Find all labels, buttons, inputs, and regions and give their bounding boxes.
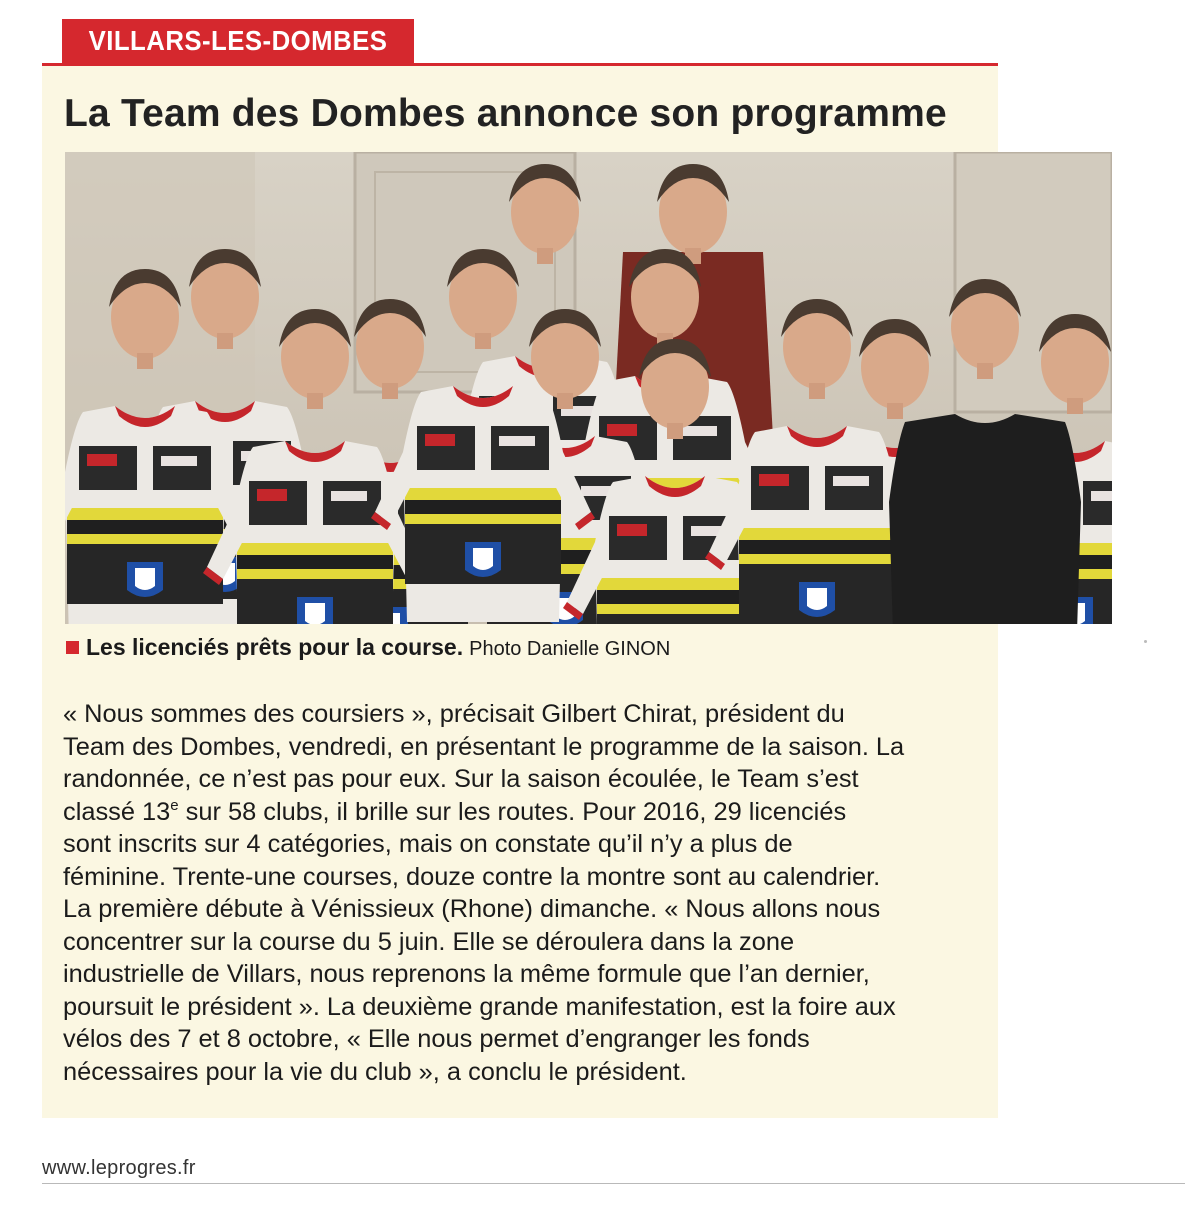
- rubric-rule: [42, 63, 998, 66]
- article-headline: La Team des Dombes annonce son programme: [64, 92, 947, 135]
- body-line: industrielle de Villars, nous reprenons la même formule que l’an dernier,: [63, 960, 870, 988]
- photo-caption: [66, 634, 670, 661]
- body-line: poursuit le président ». La deuxième grande manifestation, est la foire aux: [63, 992, 896, 1021]
- body-line-part: classé 13: [63, 797, 171, 826]
- article-body: [63, 698, 993, 1088]
- body-line: nécessaires pour la vie du club », a conclu le président.: [63, 1057, 687, 1086]
- footer-website: www.leprogres.fr: [42, 1157, 196, 1179]
- article-photo: [65, 152, 1112, 624]
- body-line: La première débute à Vénissieux (Rhone) dimanche. « Nous allons nous: [63, 895, 881, 923]
- caption-marker: [66, 641, 79, 654]
- footer-rule: [42, 1183, 1185, 1184]
- scan-speck: [1144, 640, 1147, 643]
- body-line: Team des Dombes, vendredi, en présentant le programme de la saison. La: [63, 732, 905, 761]
- body-line: concentrer sur la course du 5 juin. Elle se déroulera dans la zone: [63, 927, 795, 956]
- section-rubric: [62, 19, 414, 63]
- body-line: féminine. Trente-une courses, douze contre la montre sont au calendrier.: [63, 862, 881, 891]
- body-line: vélos des 7 et 8 octobre, « Elle nous permet d’engranger les fonds: [63, 1025, 810, 1053]
- body-line: [63, 796, 993, 829]
- ordinal-superscript: e: [170, 796, 179, 814]
- photo-credit: Photo Danielle GINON: [469, 638, 671, 660]
- caption-text: Les licenciés prêts pour la course.: [86, 634, 464, 660]
- body-line: sont inscrits sur 4 catégories, mais on constate qu’il n’y a plus de: [63, 830, 793, 858]
- body-line: randonnée, ce n’est pas pour eux. Sur la saison écoulée, le Team s’est: [63, 765, 859, 793]
- body-line-part: sur 58 clubs, il brille sur les routes. Pour 2016, 29 licenciés: [178, 797, 847, 826]
- photo-illustration: [65, 152, 1112, 624]
- body-line: « Nous sommes des coursiers », précisait Gilbert Chirat, président du: [63, 700, 845, 728]
- rubric-label: VILLARS-LES-DOMBES: [88, 25, 388, 56]
